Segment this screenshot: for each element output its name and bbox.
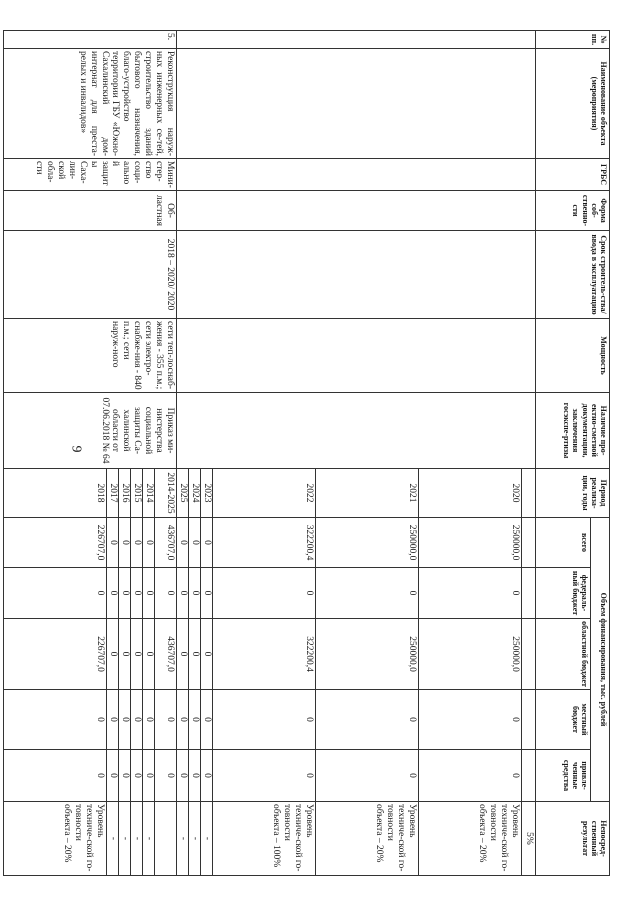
- federal-cell: 0: [201, 568, 213, 619]
- federal-cell: 0: [119, 568, 131, 619]
- header-financing-group: Объем финансирования, тыс. рублей: [591, 518, 610, 802]
- page-number: 9: [68, 445, 84, 453]
- year-cell: 2014-2025: [155, 469, 177, 518]
- regional-cell: 0: [119, 619, 131, 690]
- regional-cell: 250000,0: [316, 619, 419, 690]
- local-cell: 0: [119, 690, 131, 750]
- object-grbs: Мини-стер-ство соци-альной защиты Саха-лин-ской обла-сти: [4, 159, 177, 191]
- local-cell: 0: [213, 690, 316, 750]
- federal-cell: 0: [316, 568, 419, 619]
- table-row: [522, 31, 536, 876]
- total-cell: 0: [143, 518, 155, 568]
- attracted-cell: 0: [201, 750, 213, 802]
- result-cell: Уровень техниче-ской го-товности объекта – 20%: [4, 802, 107, 876]
- header-construction: Срок строитель-ства/ввода в эксплуатацию: [536, 231, 610, 319]
- local-cell: 0: [419, 690, 522, 750]
- year-cell: 2023: [201, 469, 213, 518]
- federal-cell: 0: [177, 568, 189, 619]
- attracted-cell: 0: [213, 750, 316, 802]
- regional-cell: 0: [107, 619, 119, 690]
- year-cell: 2025: [177, 469, 189, 518]
- result-cell: -: [119, 802, 131, 876]
- header-attracted: привле-ченные средства: [536, 750, 591, 802]
- federal-cell: 0: [143, 568, 155, 619]
- header-result: Непосред-ственный результат: [536, 802, 610, 876]
- federal-cell: 0: [155, 568, 177, 619]
- year-cell: 2014: [143, 469, 155, 518]
- header-regional: областной бюджет: [536, 619, 591, 690]
- object-construction: 2018 – 2020/ 2020: [4, 231, 177, 319]
- attracted-cell: 0: [131, 750, 143, 802]
- header-ownership: Форма соб-ственно-сти: [536, 191, 610, 231]
- result-cell: -: [107, 802, 119, 876]
- regional-cell: 250000,0: [419, 619, 522, 690]
- object-number: 5.: [4, 31, 177, 49]
- header-name: Наименование объекта (мероприятия): [536, 49, 610, 159]
- year-cell: 2015: [131, 469, 143, 518]
- object-docs: Приказ ми-нистерства социальной защиты Са-халинской области от 07.06.2018 № 64: [4, 393, 177, 469]
- object-capacity: сети теп-лоснаб-жения - 355 п.м.; сети электро-снабже-ния - 840 п.м.; сети наруж-ного: [4, 319, 177, 393]
- year-cell: 2020: [419, 469, 522, 518]
- financing-table: [3, 30, 610, 876]
- federal-cell: 0: [189, 568, 201, 619]
- total-cell: 436707,0: [155, 518, 177, 568]
- federal-cell: 0: [213, 568, 316, 619]
- attracted-cell: 0: [316, 750, 419, 802]
- total-cell: 0: [189, 518, 201, 568]
- attracted-cell: 0: [107, 750, 119, 802]
- header-grbs: ГРБС: [536, 159, 610, 191]
- local-cell: 0: [143, 690, 155, 750]
- result-cell: -: [131, 802, 143, 876]
- header-capacity: Мощность: [536, 319, 610, 393]
- regional-cell: 226707,0: [4, 619, 107, 690]
- attracted-cell: 0: [155, 750, 177, 802]
- table-row: [155, 31, 177, 876]
- result-cell: -: [143, 802, 155, 876]
- result-cell: -: [177, 802, 189, 876]
- year-cell: 2021: [316, 469, 419, 518]
- attracted-cell: 0: [189, 750, 201, 802]
- header-total: всего: [536, 518, 591, 568]
- total-cell: 0: [131, 518, 143, 568]
- attracted-cell: 0: [4, 750, 107, 802]
- header-docs: Наличие про-ектно-сметной документации, заключения госэкспе-ртизы: [536, 393, 610, 469]
- regional-cell: 0: [177, 619, 189, 690]
- total-cell: 0: [107, 518, 119, 568]
- total-cell: 250000,0: [316, 518, 419, 568]
- local-cell: 0: [201, 690, 213, 750]
- local-cell: 0: [131, 690, 143, 750]
- header-no: № пп.: [536, 31, 610, 49]
- total-cell: 226707,0: [4, 518, 107, 568]
- result-cell: -: [201, 802, 213, 876]
- object-ownership: Об-ластная: [4, 191, 177, 231]
- attracted-cell: 0: [119, 750, 131, 802]
- local-cell: 0: [155, 690, 177, 750]
- attracted-cell: 0: [143, 750, 155, 802]
- federal-cell: 0: [131, 568, 143, 619]
- header-federal: федераль-ный бюджет: [536, 568, 591, 619]
- result-cell: Уровень техниче-ской го-товности объекта – 100%: [213, 802, 316, 876]
- year-cell: 2018: [4, 469, 107, 518]
- year-cell: 2017: [107, 469, 119, 518]
- year-cell: 2022: [213, 469, 316, 518]
- result-cell: Уровень техниче-ской го-товности объекта – 20%: [419, 802, 522, 876]
- regional-cell: 0: [131, 619, 143, 690]
- local-cell: 0: [4, 690, 107, 750]
- federal-cell: 0: [419, 568, 522, 619]
- header-period: Период реализа-ции, годы: [536, 469, 610, 518]
- federal-cell: 0: [4, 568, 107, 619]
- federal-cell: 0: [107, 568, 119, 619]
- total-cell: 0: [201, 518, 213, 568]
- result-cell: 5%: [522, 802, 536, 876]
- local-cell: 0: [316, 690, 419, 750]
- attracted-cell: 0: [419, 750, 522, 802]
- regional-cell: 322200,4: [213, 619, 316, 690]
- header-local: местный бюджет: [536, 690, 591, 750]
- total-cell: 322200,4: [213, 518, 316, 568]
- total-cell: 0: [177, 518, 189, 568]
- local-cell: 0: [189, 690, 201, 750]
- year-cell: 2024: [189, 469, 201, 518]
- year-cell: 2016: [119, 469, 131, 518]
- result-cell: -: [189, 802, 201, 876]
- regional-cell: 0: [189, 619, 201, 690]
- attracted-cell: 0: [177, 750, 189, 802]
- object-name: Реконструкция наруж-ных инженерных се-тей, строительство зданий бытового назначения, благо-устройство территории ГБУ «Южно-Сахалинский дом-интернат для преста-релых и инвалидов»: [4, 49, 177, 159]
- result-cell: Уровень техниче-ской го-товности объекта – 20%: [316, 802, 419, 876]
- local-cell: 0: [177, 690, 189, 750]
- rotated-page: [34, 30, 610, 875]
- local-cell: 0: [107, 690, 119, 750]
- regional-cell: 436707,0: [155, 619, 177, 690]
- total-cell: 0: [119, 518, 131, 568]
- financing-table-sheet: [34, 30, 610, 875]
- header-row-1: [591, 31, 610, 876]
- result-cell: [155, 802, 177, 876]
- regional-cell: 0: [143, 619, 155, 690]
- regional-cell: 0: [201, 619, 213, 690]
- total-cell: 250000,0: [419, 518, 522, 568]
